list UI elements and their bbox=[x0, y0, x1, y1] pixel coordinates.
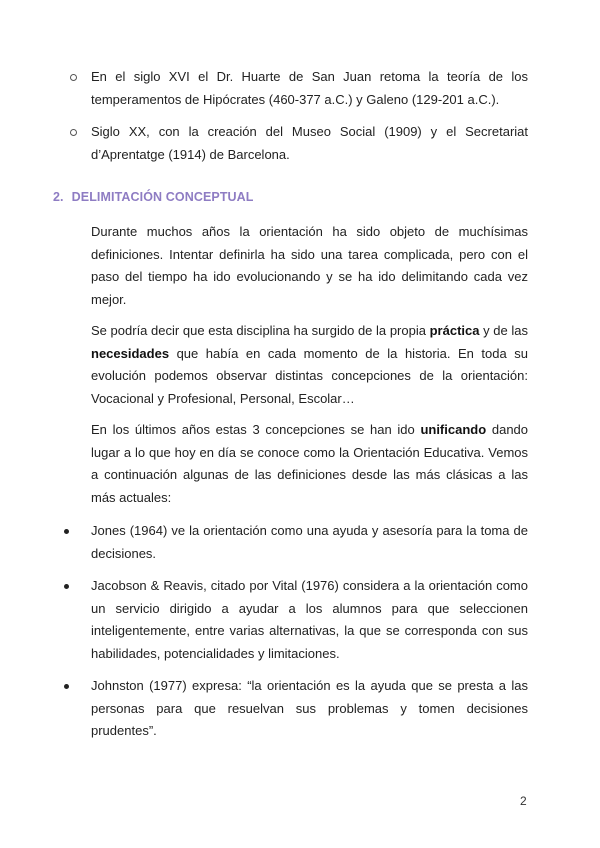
bold-term-unificando: unificando bbox=[420, 422, 487, 437]
bullet-icon bbox=[64, 529, 69, 534]
list-item bbox=[91, 575, 528, 665]
list-item bbox=[70, 121, 528, 166]
bold-term-practica: práctica bbox=[429, 323, 480, 338]
paragraph-3 bbox=[91, 419, 528, 509]
history-sublist bbox=[70, 66, 528, 176]
list-item-text: En el siglo XVI el Dr. Huarte de San Juan retoma la teoría de los temperamentos de Hipócrates (460-377 a.C.) y Galeno (129-201 a.C.). bbox=[91, 69, 528, 107]
section-title: DELIMITACIÓN CONCEPTUAL bbox=[71, 190, 254, 204]
hollow-bullet-icon bbox=[70, 129, 77, 136]
list-item-text: Jacobson & Reavis, citado por Vital (1976) considera a la orientación como un servicio dirigido a ayudar a los alumnos para que seleccionen inteligentemente, entre varias alternativas, la que se corresponda con sus habilidades, potencialidades y limitaciones. bbox=[91, 578, 528, 661]
paragraph-text: y de las bbox=[479, 323, 529, 338]
paragraph-text: Se podría decir que esta disciplina ha surgido de la propia bbox=[91, 323, 430, 338]
section-body bbox=[91, 221, 528, 753]
paragraph-text: dando lugar a lo que hoy en día se conoce como la Orientación Educativa. Vemos a continuación algunas de las definiciones desde las más clásicas a las más actuales: bbox=[91, 422, 529, 505]
paragraph-text: En los últimos años estas 3 concepciones se han ido bbox=[91, 422, 421, 437]
paragraph-1: Durante muchos años la orientación ha sido objeto de muchísimas definiciones. Intentar definirla ha sido una tarea complicada, pero con el paso del tiempo ha ido evolucionando y se ha ido delimitando cada vez mejor. bbox=[91, 224, 528, 307]
list-item-text: Jones (1964) ve la orientación como una ayuda y asesoría para la toma de decisiones. bbox=[91, 523, 528, 561]
hollow-bullet-icon bbox=[70, 74, 77, 81]
paragraph-text: que había en cada momento de la historia. En toda su evolución podemos observar distintas concepciones de la orientación: Vocacional y Profesional, Personal, Escolar… bbox=[91, 345, 528, 406]
definitions-list bbox=[91, 520, 528, 743]
paragraph-2 bbox=[91, 320, 528, 410]
list-item-text: Johnston (1977) expresa: “la orientación es la ayuda que se presta a las personas para que resuelvan sus problemas y tomen decisiones prudentes”. bbox=[91, 678, 528, 738]
list-item-text: Siglo XX, con la creación del Museo Social (1909) y el Secretariat d’Aprentatge (1914) de Barcelona. bbox=[91, 124, 528, 162]
section-number: 2. bbox=[53, 190, 64, 204]
bullet-icon bbox=[64, 684, 69, 689]
list-item bbox=[70, 66, 528, 111]
page-number: 2 bbox=[520, 794, 527, 808]
list-item bbox=[91, 675, 528, 743]
list-item bbox=[91, 520, 528, 565]
bullet-icon bbox=[64, 584, 69, 589]
bold-term-necesidades: necesidades bbox=[91, 345, 170, 361]
section-heading bbox=[53, 190, 254, 204]
